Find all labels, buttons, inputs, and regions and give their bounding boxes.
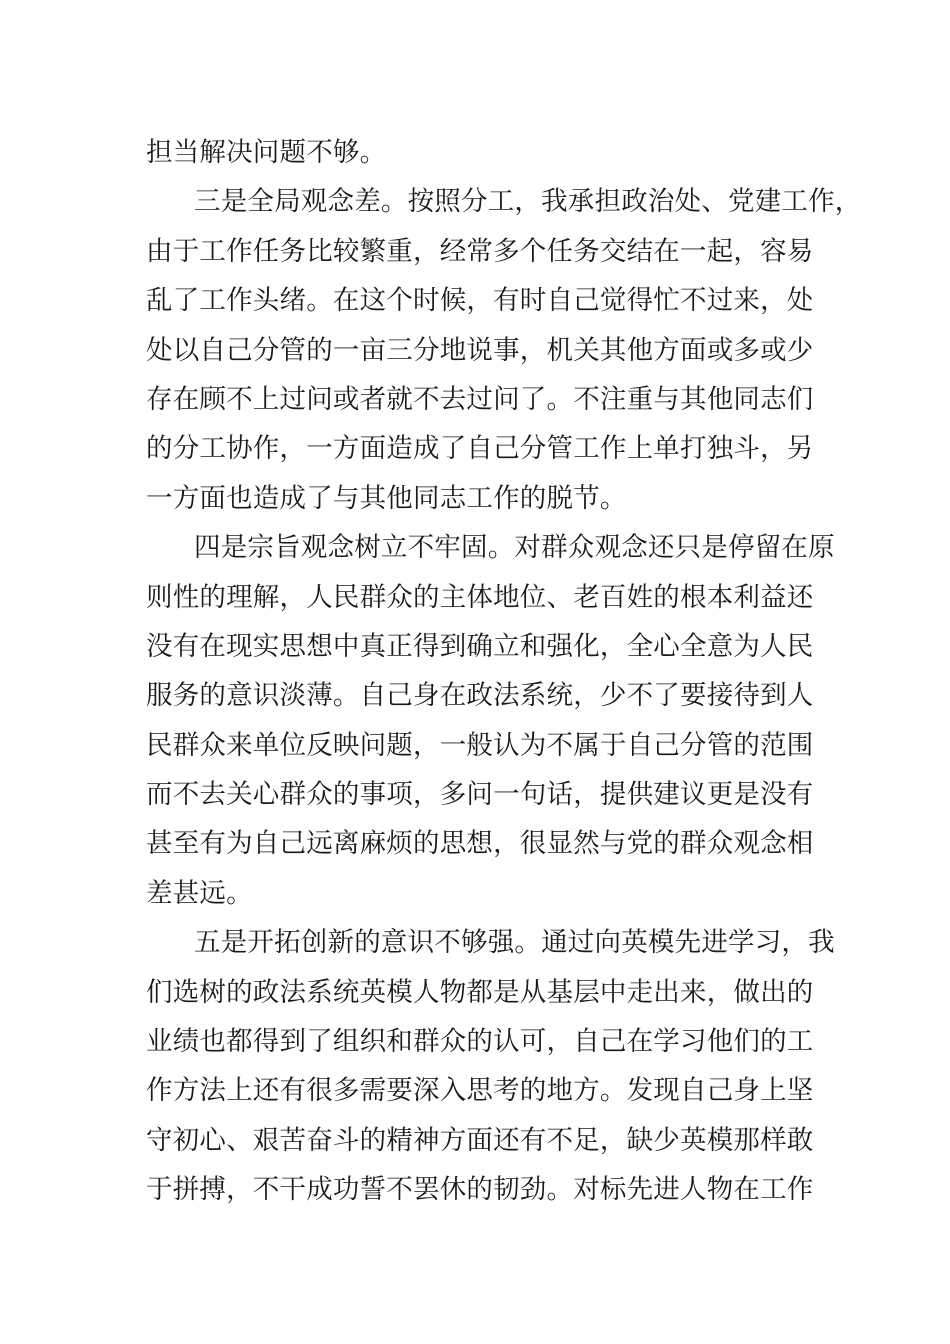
text-line: 一方面也造成了与其他同志工作的脱节。	[146, 482, 627, 514]
text-line: 差甚远。	[146, 877, 253, 909]
body-text	[146, 128, 862, 1215]
text-line: 们选树的政法系统英模人物都是从基层中走出来，做出的	[146, 976, 814, 1008]
text-line: 乱了工作头绪。在这个时候，有时自己觉得忙不过来，处	[146, 285, 814, 317]
text-line: 服务的意识淡薄。自己身在政法系统，少不了要接待到人	[146, 680, 814, 712]
paragraph-start-line: 五是开拓创新的意识不够强。通过向英模先进学习，我	[194, 927, 835, 959]
text-line: 作方法上还有很多需要深入思考的地方。发现自己身上坚	[146, 1075, 814, 1107]
text-line: 则性的理解，人民群众的主体地位、老百姓的根本利益还	[146, 581, 814, 613]
text-line: 业绩也都得到了组织和群众的认可，自己在学习他们的工	[146, 1026, 814, 1058]
text-line: 存在顾不上过问或者就不去过问了。不注重与其他同志们	[146, 383, 814, 415]
text-line: 民群众来单位反映问题，一般认为不属于自己分管的范围	[146, 729, 814, 761]
text-line: 的分工协作，一方面造成了自己分管工作上单打独斗，另	[146, 433, 814, 465]
text-line: 守初心、艰苦奋斗的精神方面还有不足，缺少英模那样敢	[146, 1124, 814, 1156]
text-line: 由于工作任务比较繁重，经常多个任务交结在一起，容易	[146, 235, 814, 267]
text-line: 处以自己分管的一亩三分地说事，机关其他方面或多或少	[146, 334, 814, 366]
paragraph-start-line: 四是宗旨观念树立不牢固。对群众观念还只是停留在原	[194, 532, 835, 564]
text-line: 于拼搏，不干成功誓不罢休的韧劲。对标先进人物在工作	[146, 1174, 814, 1206]
paragraph-start-line: 三是全局观念差。按照分工，我承担政治处、党建工作，	[194, 186, 862, 218]
text-line: 甚至有为自己远离麻烦的思想，很显然与党的群众观念相	[146, 828, 814, 860]
text-line: 担当解决问题不够。	[146, 137, 387, 168]
text-line: 而不去关心群众的事项，多问一句话，提供建议更是没有	[146, 779, 814, 811]
text-line: 没有在现实思想中真正得到确立和强化，全心全意为人民	[146, 630, 814, 662]
